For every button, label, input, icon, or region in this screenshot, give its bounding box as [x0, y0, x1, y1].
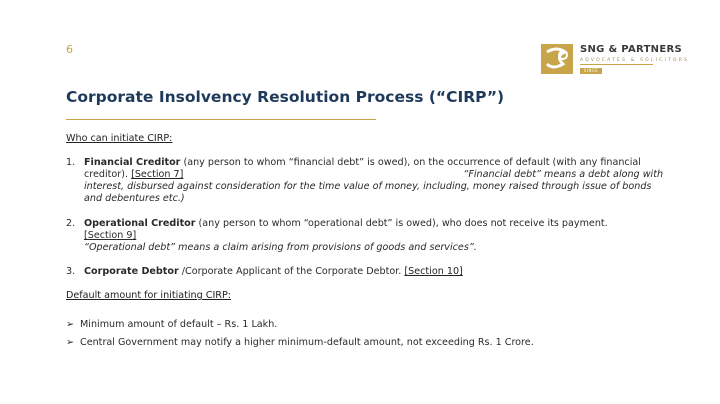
section-10-link[interactable]: [Section 10] — [404, 266, 463, 277]
term-corporate-debtor: Corporate Debtor — [84, 266, 179, 277]
page-number: 6 — [66, 43, 73, 56]
term-operational-creditor: Operational Creditor — [84, 218, 196, 229]
term-financial-creditor: Financial Creditor — [84, 157, 181, 168]
list-number: 2. — [66, 218, 76, 229]
arrow-bullet-icon: ➢ — [66, 319, 75, 330]
default-amount-heading: Default amount for initiating CIRP: — [66, 290, 231, 301]
title-underline — [66, 119, 376, 120]
logo-divider — [580, 64, 653, 65]
bullet-text: Central Government may notify a higher minimum-default amount, not exceeding Rs. 1 Crore. — [80, 337, 534, 348]
list-item-corporate-debtor — [66, 266, 666, 278]
list-item-operational-creditor — [66, 218, 666, 254]
financial-debt-definition: “Financial debt” means a debt along with interest, disbursed against consideration for the time value of money, including, money raised through issue of bonds and debentures etc.) — [84, 169, 664, 204]
logo-name: SNG & PARTNERS — [580, 44, 682, 55]
who-can-initiate-heading: Who can initiate CIRP: — [66, 133, 173, 144]
bullet-central-government — [66, 337, 534, 348]
item-text: (any person to whom “operational debt” is owed), who does not receive its payment. — [195, 218, 608, 229]
page-title: Corporate Insolvency Resolution Process (“CIRP”) — [66, 88, 505, 106]
list-item-financial-creditor — [66, 157, 666, 205]
arrow-bullet-icon: ➢ — [66, 337, 75, 348]
section-9-link[interactable]: [Section 9] — [84, 230, 137, 241]
item-text: (any person to whom “financial debt” is owed), on the occurrence of default (with any financial creditor). — [84, 157, 641, 180]
list-number: 1. — [66, 157, 76, 168]
bullet-minimum-default — [66, 319, 277, 330]
list-number: 3. — [66, 266, 76, 277]
logo-mark-icon — [541, 44, 573, 74]
item-text: /Corporate Applicant of the Corporate Debtor. — [178, 266, 405, 277]
logo-badge: SINCE 1987 — [580, 68, 602, 74]
section-7-link[interactable]: [Section 7] — [131, 169, 184, 180]
firm-logo — [541, 44, 690, 79]
logo-tagline: ADVOCATES & SOLICITORS — [580, 58, 690, 63]
operational-debt-definition: “Operational debt” means a claim arising from provisions of goods and services”. — [84, 242, 477, 253]
bullet-text: Minimum amount of default – Rs. 1 Lakh. — [80, 319, 278, 330]
